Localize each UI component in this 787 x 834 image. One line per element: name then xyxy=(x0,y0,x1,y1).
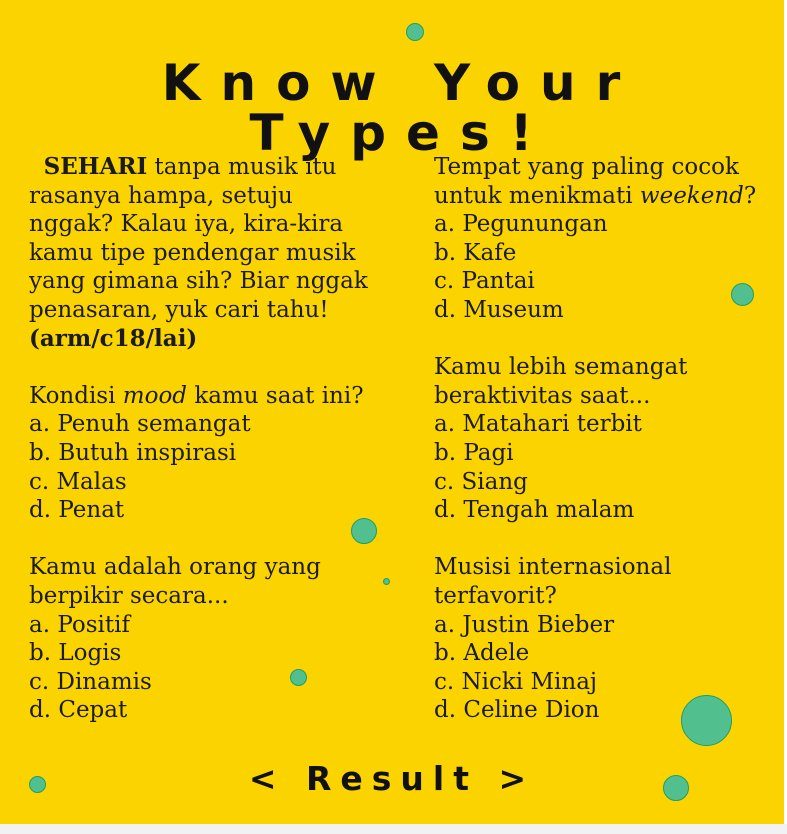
intro-line: penasaran, yuk cari tahu! xyxy=(29,296,329,323)
intro-line: tanpa musik itu xyxy=(147,154,337,180)
answer-option[interactable]: a. Justin Bieber xyxy=(434,611,615,638)
question-block-thinking xyxy=(29,553,389,725)
intro-line: kamu tipe pendengar musik xyxy=(29,239,356,266)
answer-option[interactable]: a. Penuh semangat xyxy=(29,411,251,438)
intro-line: nggak? Kalau iya, kira-kira xyxy=(29,211,344,238)
answer-option[interactable]: d. Museum xyxy=(434,296,564,323)
answer-option[interactable]: a. Pegunungan xyxy=(434,211,608,238)
question-text: Musisi internasional xyxy=(434,554,672,581)
intro-line: rasanya hampa, setuju xyxy=(29,182,293,209)
answer-option[interactable]: b. Adele xyxy=(434,640,530,667)
right-column xyxy=(434,153,774,753)
bottom-strip xyxy=(0,824,787,834)
answer-option[interactable]: a. Matahari terbit xyxy=(434,411,642,438)
intro-credit: (arm/c18/lai) xyxy=(29,324,198,352)
answer-option[interactable]: d. Tengah malam xyxy=(434,497,635,524)
answer-option[interactable]: a. Positif xyxy=(29,611,130,638)
answer-option[interactable]: c. Nicki Minaj xyxy=(434,668,598,695)
answer-option[interactable]: d. Penat xyxy=(29,497,125,524)
left-column xyxy=(29,153,389,753)
question-text: Tempat yang paling cocok xyxy=(434,154,739,180)
answer-option[interactable]: c. Dinamis xyxy=(29,668,152,695)
intro-bold-word: SEHARI xyxy=(43,153,148,180)
page-title: Know Your Types! xyxy=(161,54,641,162)
answer-option[interactable]: c. Pantai xyxy=(434,268,535,295)
answer-option[interactable]: b. Butuh inspirasi xyxy=(29,439,237,466)
question-block-musician xyxy=(434,553,774,725)
result-button[interactable]: < Result > xyxy=(248,759,536,798)
question-text: terfavorit? xyxy=(434,582,557,609)
answer-option[interactable]: b. Kafe xyxy=(434,239,517,266)
question-block-activity xyxy=(434,353,774,525)
answer-option[interactable]: b. Pagi xyxy=(434,439,514,466)
intro-paragraph xyxy=(29,153,389,353)
question-text: Kamu lebih semangat xyxy=(434,354,688,381)
question-text: beraktivitas saat... xyxy=(434,382,651,409)
question-text: berpikir secara... xyxy=(29,582,229,609)
answer-option[interactable]: d. Cepat xyxy=(29,697,128,724)
question-block-mood xyxy=(29,382,389,525)
answer-option[interactable]: b. Logis xyxy=(29,640,122,667)
question-text: untuk menikmati weekend? xyxy=(434,182,757,209)
question-text: Kondisi mood kamu saat ini? xyxy=(29,382,364,409)
question-text: Kamu adalah orang yang xyxy=(29,554,321,581)
answer-option[interactable]: c. Malas xyxy=(29,468,127,495)
answer-option[interactable]: c. Siang xyxy=(434,468,528,495)
question-block-weekend xyxy=(434,153,774,325)
intro-line: yang gimana sih? Biar nggak xyxy=(29,268,368,295)
answer-option[interactable]: d. Celine Dion xyxy=(434,697,600,724)
decorative-dot xyxy=(406,23,424,41)
